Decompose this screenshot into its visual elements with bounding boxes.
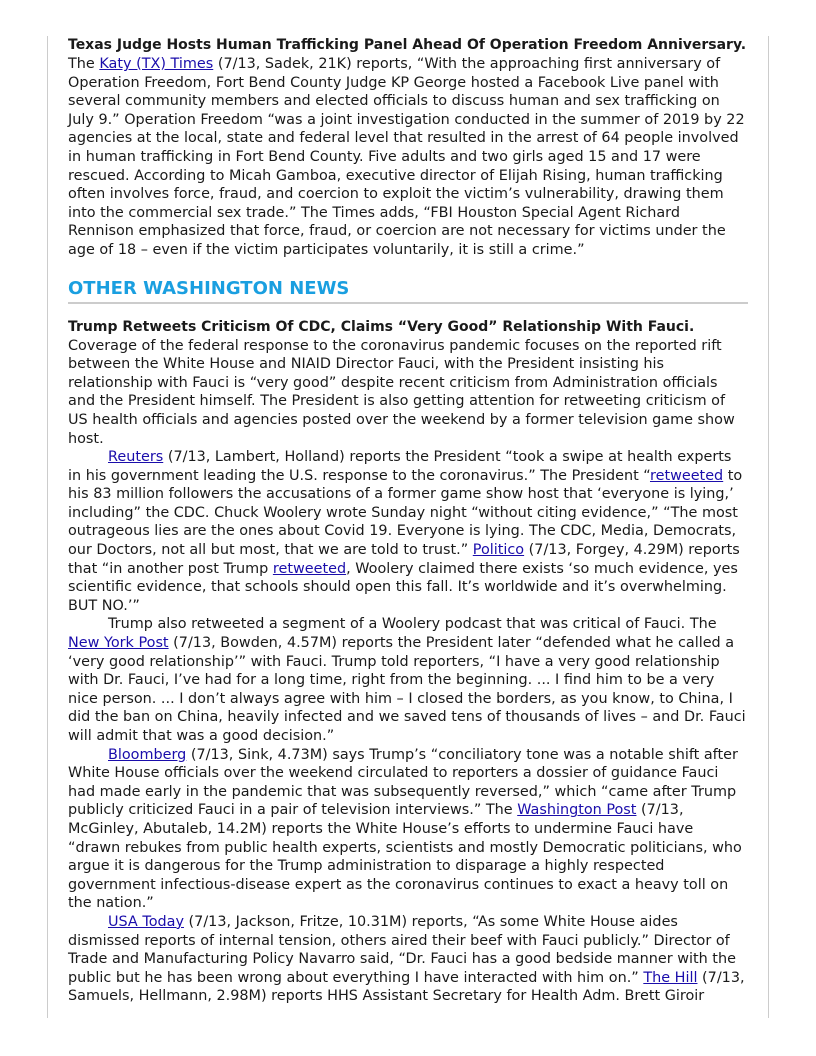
left-margin-rule: [47, 36, 48, 1018]
source-link-new-york-post[interactable]: New York Post: [68, 635, 169, 652]
article-body-text: Trump also retweeted a segment of a Woolery podcast that was critical of Fauci. The: [108, 616, 717, 633]
article-intro-paragraph: Coverage of the federal response to the coronavirus pandemic focuses on the reported rift between the White House and NIAID Director Fauci, with the President insisting his relationship with Fauci is “very good” despite recent criticism from Administration officials and the President himself. The President is also getting attention for retweeting criticism of US health officials and agencies posted over the weekend by a former television game show host.: [68, 337, 735, 447]
source-link-usa-today[interactable]: USA Today: [108, 913, 184, 930]
article-body-text: (7/13, Forgey, 4.29M) reports that “in another post Trump: [68, 542, 740, 577]
source-link-reuters[interactable]: Reuters: [108, 449, 164, 466]
source-link-politico[interactable]: Politico: [472, 542, 525, 559]
article-body-text: , Woolery claimed there exists ‘so much evidence, yes scientific evidence, that schools should open this fall. It’s worldwide and it’s overwhelming. BUT NO.’”: [68, 560, 738, 614]
article-paragraph-reuters: [68, 448, 748, 615]
retweeted-link[interactable]: retweeted: [649, 467, 724, 484]
document-page: [68, 36, 748, 1006]
article-body-text: to his 83 million followers the accusations of a former game show host that ‘everyone is lying,’ including” the CDC. Chuck Woolery wrote Sunday night “without citing evidence,” “The most outrageous lies are the ones about Covid 19. Everyone is lying. The CDC, Media, Democrats, our Doctors, not all but most, that we are told to trust.”: [68, 467, 743, 559]
section-heading-other-washington-news: OTHER WASHINGTON NEWS: [68, 278, 748, 304]
article-body-text: (7/13, Lambert, Holland) reports the President “took a swipe at health experts in his government leading the U.S. response to the coronavirus.” The President “: [68, 449, 732, 484]
article-body-text: (7/13, Bowden, 4.57M) reports the President later “defended what he called a ‘very good relationship’” with Fauci. Trump told reporters, “I have a very good relationship with Dr. Fauci, I’ve had for a long time, right from the beginning. ... I find him to be a very nice person. ... I don’t always agree with him – I closed the borders, as you know, to China, I did the ban on China, heavily infected and we saved tens of thousands of lives – and Dr. Fauci will admit that was a good decision.”: [68, 635, 746, 744]
article-paragraph-bloomberg: [68, 746, 748, 913]
article-paragraph-ny-post: [68, 615, 748, 745]
right-margin-rule: [768, 36, 769, 1018]
article-body-text: (7/13, Samuels, Hellmann, 2.98M) reports HHS Assistant Secretary for Health Adm. Brett Giroir: [68, 969, 745, 1005]
article-paragraph-usa-today: [68, 913, 748, 1006]
source-link-washington-post[interactable]: Washington Post: [517, 802, 637, 819]
article-body-text: (7/13, Sink, 4.73M) says Trump’s “conciliatory tone was a notable shift after White House officials over the weekend circulated to reporters a dossier of guidance Fauci had made early in the pandemic that was subsequently reversed,” which “came after Trump publicly criticized Fauci in a pair of television interviews.” The: [68, 746, 738, 819]
article-body-text: (7/13, Sadek, 21K) reports, “With the approaching first anniversary of Operation Freedom, Fort Bend County Judge KP George hosted a Facebook Live panel with several community members and elected officials to discuss human and sex trafficking on July 9.” Operation Freedom “was a joint investigation conducted in the summer of 2019 by 22 agencies at the local, state and federal level that resulted in the arrest of 64 people involved in human trafficking in Fort Bend County. Five adults and two girls aged 15 and 17 were rescued. According to Micah Gamboa, executive director of Elijah Rising, human trafficking often involves force, fraud, and coercion to exploit the victim’s vulnerability, drawing them into the commercial sex trade.” The Times adds, “FBI Houston Special Agent Richard Rennison emphasized that force, fraud, or coercion are not necessary for victims under the age of 18 – even if the victim participates voluntarily, it is still a crime.”: [68, 56, 745, 258]
retweeted-link[interactable]: retweeted: [272, 560, 347, 577]
source-link-bloomberg[interactable]: Bloomberg: [108, 746, 187, 763]
article-body-text: (7/13, Jackson, Fritze, 10.31M) reports, “As some White House aides dismissed reports of internal tension, others aired their beef with Fauci publicly.” Director of Trade and Manufacturing Policy Navarro said, “Dr. Fauci has a good bedside manner with the public but he has been wrong about everything I have interacted with him on.”: [68, 913, 736, 986]
article-headline-trump-retweets: Trump Retweets Criticism Of CDC, Claims “Very Good” Relationship With Fauci.: [68, 318, 695, 335]
source-link-katy-times[interactable]: Katy (TX) Times: [99, 56, 214, 72]
article-body-text: The: [68, 56, 100, 72]
article-headline-texas-judge: Texas Judge Hosts Human Trafficking Panel Ahead Of Operation Freedom Anniversary.: [68, 37, 747, 53]
article-body-text: (7/13, McGinley, Abutaleb, 14.2M) reports the White House’s efforts to undermine Fauci have “drawn rebukes from public health experts, scientists and mostly Democratic politicians, who argue it is dangerous for the Trump administration to disparage a highly respected government infectious-disease expert as the coronavirus continues to exact a heavy toll on the nation.”: [68, 802, 742, 912]
source-link-the-hill[interactable]: The Hill: [643, 969, 698, 986]
article-body-texas-judge: [68, 55, 748, 260]
